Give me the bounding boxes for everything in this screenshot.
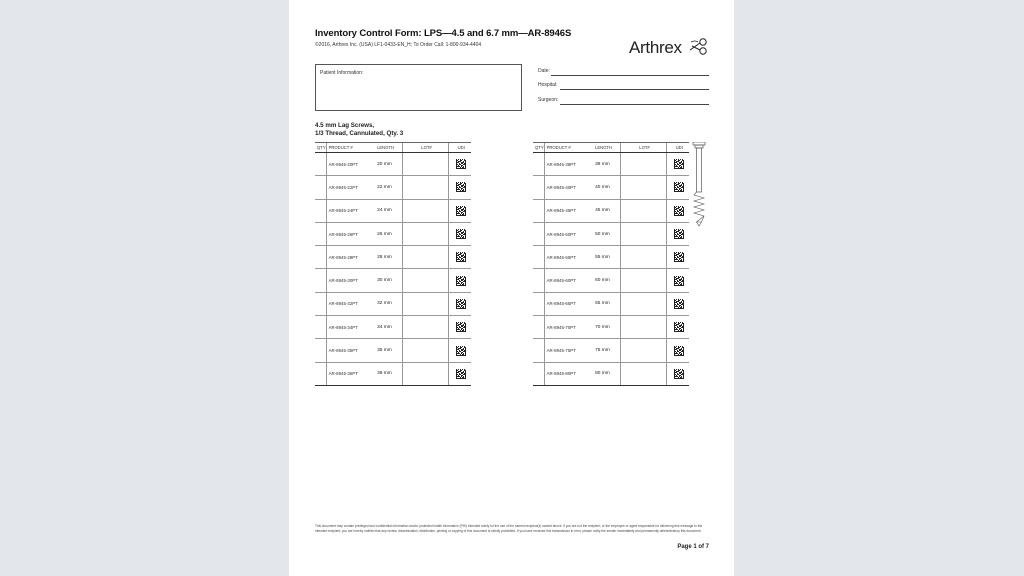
form-page (289, 0, 734, 576)
lot-cell[interactable] (402, 222, 449, 245)
qty-cell[interactable] (315, 269, 326, 292)
length-cell: 26 mm (375, 222, 402, 245)
product-number-cell: AR-8945-80PT (544, 362, 593, 385)
lot-cell[interactable] (620, 362, 667, 385)
qty-cell[interactable] (533, 339, 544, 362)
lot-cell[interactable] (620, 199, 667, 222)
product-number-cell: AR-8945-50PT (544, 222, 593, 245)
hospital-line (560, 89, 709, 90)
form-subtitle: ©2016, Arthrex Inc. (USA) LF1-0433-EN_H; To Order Call: 1-800-934-4404 (315, 42, 482, 48)
datamatrix-code-icon (674, 369, 684, 379)
length-cell: 45 mm (593, 199, 620, 222)
qty-cell[interactable] (533, 362, 544, 385)
qty-cell[interactable] (315, 222, 326, 245)
length-cell: 80 mm (593, 362, 620, 385)
qty-cell[interactable] (315, 199, 326, 222)
length-header: LENGTH (593, 143, 620, 153)
lot-cell[interactable] (620, 269, 667, 292)
datamatrix-code-icon (674, 229, 684, 239)
udi-cell (449, 316, 471, 339)
lot-cell[interactable] (402, 269, 449, 292)
table-row (533, 153, 689, 176)
surgeon-label: Surgeon: (538, 97, 559, 103)
section-heading-line2: 1/3 Thread, Cannulated, Qty. 3 (315, 130, 404, 137)
datamatrix-code-icon (674, 182, 684, 192)
udi-cell (667, 176, 689, 199)
lot-cell[interactable] (402, 176, 449, 199)
scissors-logo-icon (689, 36, 711, 58)
product-number-cell: AR-8945-35PT (326, 339, 375, 362)
qty-header: QTY (315, 143, 326, 153)
qty-cell[interactable] (533, 292, 544, 315)
table-row (315, 316, 471, 339)
table-row (315, 153, 471, 176)
qty-cell[interactable] (315, 362, 326, 385)
length-cell: 22 mm (375, 176, 402, 199)
table-row (533, 176, 689, 199)
date-label: Date: (538, 68, 550, 74)
table-row (533, 199, 689, 222)
product-number-cell: AR-8945-26PT (326, 222, 375, 245)
inventory-table-right (533, 142, 689, 386)
table-row (315, 176, 471, 199)
length-cell: 34 mm (375, 316, 402, 339)
qty-cell[interactable] (315, 339, 326, 362)
length-cell: 28 mm (375, 246, 402, 269)
udi-cell (449, 153, 471, 176)
udi-cell (449, 222, 471, 245)
qty-cell[interactable] (533, 222, 544, 245)
lot-cell[interactable] (620, 222, 667, 245)
product-number-cell: AR-8945-75PT (544, 339, 593, 362)
udi-cell (667, 153, 689, 176)
product-number-cell: AR-8945-70PT (544, 316, 593, 339)
datamatrix-code-icon (674, 206, 684, 216)
lot-cell[interactable] (402, 153, 449, 176)
length-cell: 60 mm (593, 269, 620, 292)
datamatrix-code-icon (674, 276, 684, 286)
table-row (533, 292, 689, 315)
product-number-cell: AR-8945-22PT (326, 176, 375, 199)
product-number-cell: AR-8945-20PT (326, 153, 375, 176)
datamatrix-code-icon (456, 182, 466, 192)
length-cell: 75 mm (593, 339, 620, 362)
qty-cell[interactable] (533, 269, 544, 292)
qty-header: QTY (533, 143, 544, 153)
qty-cell[interactable] (315, 176, 326, 199)
length-cell: 36 mm (375, 362, 402, 385)
udi-header: UDI (667, 143, 689, 153)
product-number-cell: AR-8945-28PT (326, 246, 375, 269)
table-row (315, 222, 471, 245)
datamatrix-code-icon (674, 252, 684, 262)
product-number-cell: AR-8945-40PT (544, 176, 593, 199)
product-number-cell: AR-8945-55PT (544, 246, 593, 269)
udi-cell (667, 246, 689, 269)
table-row (533, 362, 689, 385)
lot-cell[interactable] (402, 246, 449, 269)
product-number-cell: AR-8945-34PT (326, 316, 375, 339)
lot-cell[interactable] (620, 316, 667, 339)
qty-cell[interactable] (533, 199, 544, 222)
datamatrix-code-icon (456, 229, 466, 239)
lot-cell[interactable] (620, 339, 667, 362)
table-header-row (315, 143, 471, 153)
length-cell: 40 mm (593, 176, 620, 199)
arthrex-logo (629, 36, 711, 62)
hospital-label: Hospital: (538, 82, 558, 88)
udi-cell (449, 199, 471, 222)
product-number-cell: AR-8945-24PT (326, 199, 375, 222)
udi-header: UDI (449, 143, 471, 153)
qty-cell[interactable] (315, 153, 326, 176)
table-header-row (533, 143, 689, 153)
udi-cell (449, 292, 471, 315)
table-row (533, 222, 689, 245)
udi-cell (667, 339, 689, 362)
udi-cell (667, 199, 689, 222)
datamatrix-code-icon (456, 299, 466, 309)
product-number-cell: AR-8945-45PT (544, 199, 593, 222)
lot-cell[interactable] (620, 176, 667, 199)
lag-screw-illustration (692, 142, 706, 227)
lot-cell[interactable] (620, 153, 667, 176)
udi-cell (667, 292, 689, 315)
table-row (533, 339, 689, 362)
product-number-cell: AR-8945-30PT (326, 269, 375, 292)
length-cell: 55 mm (593, 246, 620, 269)
section-heading (315, 122, 403, 138)
table-row (315, 269, 471, 292)
surgeon-line (560, 104, 709, 105)
table-row (533, 246, 689, 269)
date-line (551, 75, 709, 76)
lot-cell[interactable] (402, 292, 449, 315)
udi-cell (449, 176, 471, 199)
datamatrix-code-icon (456, 322, 466, 332)
udi-cell (667, 269, 689, 292)
datamatrix-code-icon (674, 299, 684, 309)
lot-header: LOT# (402, 143, 449, 153)
udi-cell (449, 246, 471, 269)
product-number-cell: AR-8945-38PT (544, 153, 593, 176)
table-row (533, 316, 689, 339)
datamatrix-code-icon (456, 276, 466, 286)
product-header: PRODUCT # (544, 143, 593, 153)
product-number-cell: AR-8945-60PT (544, 269, 593, 292)
product-number-cell: AR-8945-65PT (544, 292, 593, 315)
udi-cell (449, 339, 471, 362)
udi-cell (449, 269, 471, 292)
logo-text: Arthrex (629, 38, 682, 57)
lot-cell[interactable] (402, 316, 449, 339)
lot-cell[interactable] (620, 246, 667, 269)
datamatrix-code-icon (456, 159, 466, 169)
datamatrix-code-icon (674, 322, 684, 332)
inventory-table-left (315, 142, 471, 386)
table-row (315, 199, 471, 222)
length-cell: 32 mm (375, 292, 402, 315)
patient-information-box[interactable] (315, 64, 522, 111)
datamatrix-code-icon (456, 346, 466, 356)
length-cell: 20 mm (375, 153, 402, 176)
table-row (533, 269, 689, 292)
table-row (315, 362, 471, 385)
lot-header: LOT# (620, 143, 667, 153)
qty-cell[interactable] (533, 153, 544, 176)
patient-information-label: Patient Information: (320, 70, 364, 76)
length-header: LENGTH (375, 143, 402, 153)
udi-cell (667, 316, 689, 339)
length-cell: 70 mm (593, 316, 620, 339)
qty-cell[interactable] (315, 316, 326, 339)
qty-cell[interactable] (315, 292, 326, 315)
length-cell: 65 mm (593, 292, 620, 315)
lot-cell[interactable] (402, 362, 449, 385)
page-number: Page 1 of 7 (677, 544, 709, 550)
date-field[interactable] (538, 68, 709, 76)
datamatrix-code-icon (456, 206, 466, 216)
datamatrix-code-icon (674, 346, 684, 356)
lot-cell[interactable] (402, 199, 449, 222)
qty-cell[interactable] (533, 176, 544, 199)
table-row (315, 246, 471, 269)
section-heading-line1: 4.5 mm Lag Screws, (315, 122, 375, 129)
length-cell: 30 mm (375, 269, 402, 292)
form-title: Inventory Control Form: LPS—4.5 and 6.7 mm—AR-8946S (315, 28, 572, 39)
table-row (315, 339, 471, 362)
udi-cell (449, 362, 471, 385)
hospital-field[interactable] (538, 82, 709, 90)
product-number-cell: AR-8945-32PT (326, 292, 375, 315)
table-row (315, 292, 471, 315)
confidentiality-disclaimer: This document may contain privileged and confidential information and/or protected health information (PHI) intended solely for the use of the named recipient(s) named above. If you are not the recipient, or the employee or agent responsible for delivering this message to the intended recipient, you are hereby notified that any review, dissemination, distribution, printing or copying of this document is strictly prohibited. If you have received this transmission in error, please notify the sender immediately and permanently delete/destroy this document. (315, 524, 703, 533)
product-number-cell: AR-8945-36PT (326, 362, 375, 385)
qty-cell[interactable] (315, 246, 326, 269)
length-cell: 35 mm (375, 339, 402, 362)
udi-cell (667, 222, 689, 245)
udi-cell (667, 362, 689, 385)
datamatrix-code-icon (456, 369, 466, 379)
length-cell: 38 mm (593, 153, 620, 176)
length-cell: 24 mm (375, 199, 402, 222)
datamatrix-code-icon (456, 252, 466, 262)
qty-cell[interactable] (533, 316, 544, 339)
product-header: PRODUCT # (326, 143, 375, 153)
datamatrix-code-icon (674, 159, 684, 169)
qty-cell[interactable] (533, 246, 544, 269)
surgeon-field[interactable] (538, 97, 709, 105)
length-cell: 50 mm (593, 222, 620, 245)
lot-cell[interactable] (620, 292, 667, 315)
lot-cell[interactable] (402, 339, 449, 362)
